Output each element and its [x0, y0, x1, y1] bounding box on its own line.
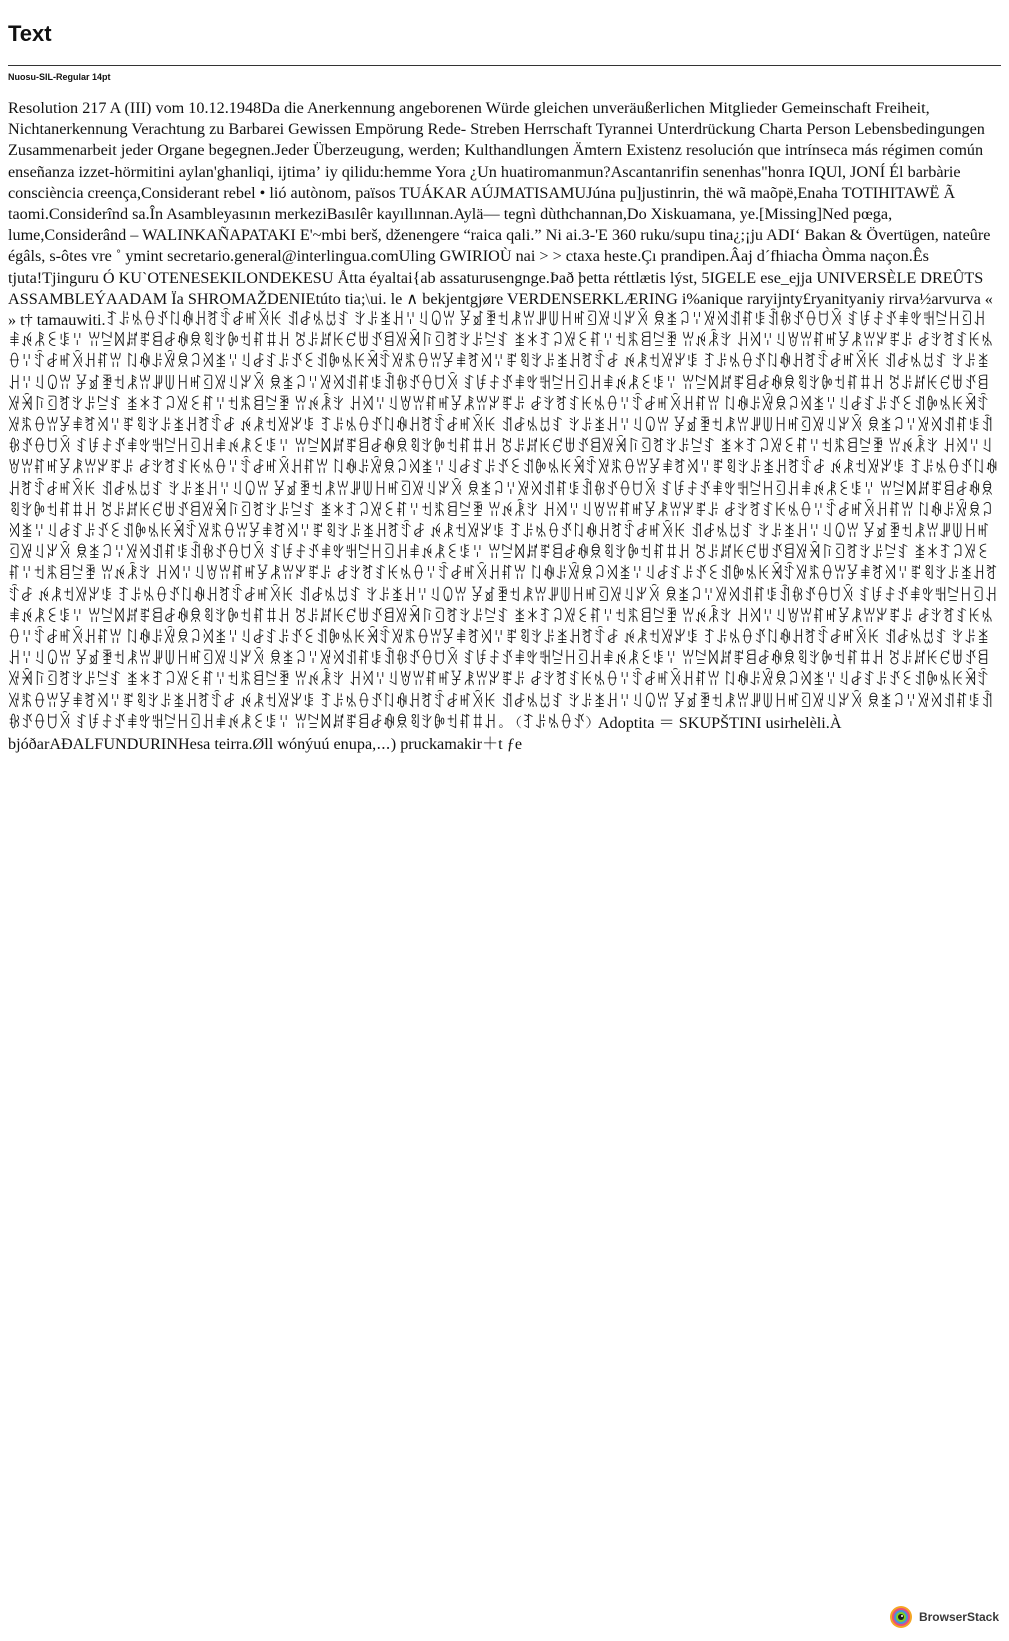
browserstack-logo-icon	[889, 1605, 913, 1629]
title-divider	[8, 65, 1001, 66]
page	[8, 0, 1001, 755]
browserstack-badge	[889, 1605, 999, 1629]
sample-text: Resolution 217 A (III) vom 10.12.1948Da die Anerkennung angeborenen Würde gleichen unveräußerlichen Mitglieder Gemeinschaft Freiheit, Nichtanerkennung Verachtung zu Barbarei Gewissen Empörung Rede- Streben Herrschaft Tyrannei Unterdrückung Charta Person Lebensbedingungen Zusammenarbeit jeder Organe begegnen.Jeder Überzeugung, werden; Kulthandlungen Ämtern Existenz resolución que intrínseca más régimen común enseñanza izzet-hörmitini aylan'ghanliqi, ijtimaʼ iy qilidu:hemme Yora ¿Un huatiromanmun?Ascantanrifin senenhas"honra IQUl, JONÍ Él barbàrie consciència creença,Considerant rebel • lió autònom, països TUÁKAR AÚJMATISAMUJúna pu]justinrin, thë wã maõpë,Enaha TOTIHITAWË Ã taomi.Considerînd sa.În Asambleyasının merkeziBasılêr kayıllınnan.Aylä— tegnì dùthchannan,Do Xiskuamana, ye.[Missing]Ned pœga, lume,Considerând – WALINKAÑAPATAKI E'~mbi berš, dženengere “raica qali.” Ni ai.3-'E 360 ruku/supu tina¿;¡ju ADIʻ Bakan & Övertügen, nateûre égâls, s-ôtes vre ˚ ymint secretario.general@interlingua.comUling GWIRIOÙ nai > > ctaxa heste.Çı prandipen.Âaj d´fhiacha Òmma naçon.Ês tjuta!Tjinguru Ó KU`OTENESEKILONDEKESU Åtta éyaltai{ab assaturusengnge.Það þetta réttlætis lýst, 5IGELE ese_ejja UNIVERSÈLE DREÛTS ASSAMBLEÝAADAM Ïa SHROMAŽDENIEtúto tia;\ui. le ∧ bekjentgjøre VERDENSERKLÆRING i%anique raryijnty£ryanityaniy rirva½arvurva « » t† tamauwiti.ꆈꌠꁱꂷꀋꇁꊿꃅꐛꄷꆀꎭꋋꀘ ꀊꆀꁱꀠꆏ ꇬꌠꁧꃅꈌꆹꐎꀕ ꐯꀃꄿꉬꂿꀕꎼꅐꀿꎭꄡꑟꆹꏃꋋ ꌋꁧꃀꈌꑟꄉꀊꐥꌐꀉꁆꀋꂷꇴꋋ ꆏꀱꄐꀋꑌꃰꅿꊂꀿꄡꃅꑌꉌꂿꏂꌐꈌ ꀕꊂꉙꏦꍶꁌꆀꊿꌋꑠꇬꐊꉬꐥꐚꃅ ꍸꌠꏦꀘꑿꁁꀋꁌꑟꈀꑍꄡꐛꇬꌠꊂꆏ ꁧꁘꆈꃀꑟꏂꐥꈌꉬꊋꁌꊂꄿ ꀕꉌꂾꇬ ꃅꄉꈌꆹꇐꀕꐥꎭꐯꂿꀕꏃꍶꌠ ꆀꇬꐛꆏꀘꁱꂷꈌꄷꆀꎭꋋꃅꐥꀕ ꇁꊿꌠꑞꌋꃀꄉꁧꈌꆹꆀꆏꌠꀋꏂꀊꐊꁱꀘꈀꄷꑟꊋꂷꀕꐯꑌꐛꄉꈌꍶꑠꇬꌠꁧꃅꐛꄷꆀ ꉌꂿꉬꑟꏃꌐ ꆈꌠꁱꂷꀋꇁꊿꃅꐛꄷꆀꎭꋋꀘ ꀊꆀꁱꀠꆏ ꇬꌠꁧꃅꈌꆹꐎꀕ ꐯꀃꄿꉬꂿꀕꎼꅐꀿꎭꄡꑟꆹꏃꋋ ꌋꁧꃀꈌꑟꄉꀊꐥꌐꀉꁆꀋꂷꇴꋋ ꆏꀱꄐꀋꑌꃰꅿꊂꀿꄡꃅꑌꉌꂿꏂꌐꈌ ꀕꊂꉙꏦꍶꁌꆀꊿꌋꑠꇬꐊꉬꐥꐚꃅ ꍸꌠꏦꀘꑿꁁꀋꁌꑟꈀꑍꄡꐛꇬꌠꊂꆏ ꁧꁘꆈꃀꑟꏂꐥꈌꉬꊋꁌꊂꄿ ꀕꉌꂾꇬ ꃅꄉꈌꆹꇐꀕꐥꎭꐯꂿꀕꏃꍶꌠ ꆀꇬꐛꆏꀘꁱꂷꈌꄷꆀꎭꋋꃅꐥꀕ ꇁꊿꌠꑞꌋꃀꄉꁧꈌꆹꆀꆏꌠꀋꏂꀊꐊꁱꀘꈀꄷꑟꊋꂷꀕꐯꑌꐛꄉꈌꍶꑠꇬꌠꁧꃅꐛꄷꆀ ꉌꂿꉬꑟꏃꌐ ꆈꌠꁱꂷꀋꇁꊿꃅꐛꄷꆀꎭꋋꀘ ꀊꆀꁱꀠꆏ ꇬꌠꁧꃅꈌꆹꐎꀕ ꐯꀃꄿꉬꂿꀕꎼꅐꀿꎭꄡꑟꆹꏃꋋ ꌋꁧꃀꈌꑟꄉꀊꐥꌐꀉꁆꀋꂷꇴꋋ ꆏꀱꄐꀋꑌꃰꅿꊂꀿꄡꃅꑌꉌꂿꏂꌐꈌ ꀕꊂꉙꏦꍶꁌꆀꊿꌋꑠꇬꐊꉬꐥꐚꃅ ꍸꌠꏦꀘꑿꁁꀋꁌꑟꈀꑍꄡꐛꇬꌠꊂꆏ ꁧꁘꆈꃀꑟꏂꐥꈌꉬꊋꁌꊂꄿ ꀕꉌꂾꇬ ꃅꄉꈌꆹꇐꀕꐥꎭꐯꂿꀕꏃꍶꌠ ꆀꇬꐛꆏꀘꁱꂷꈌꄷꆀꎭꋋꃅꐥꀕ ꇁꊿꌠꑞꌋꃀꄉꁧꈌꆹꆀꆏꌠꀋꏂꀊꐊꁱꀘꈀꄷꑟꊋꂷꀕꐯꑌꐛꄉꈌꍶꑠꇬꌠꁧꃅꐛꄷꆀ ꉌꂿꉬꑟꏃꌐ ꆈꌠꁱꂷꀋꇁꊿꃅꐛꄷꆀꎭꋋꀘ ꀊꆀꁱꀠꆏ ꇬꌠꁧꃅꈌꆹꐎꀕ ꐯꀃꄿꉬꂿꀕꎼꅐꀿꎭꄡꑟꆹꏃꋋ ꌋꁧꃀꈌꑟꄉꀊꐥꌐꀉꁆꀋꂷꇴꋋ ꆏꀱꄐꀋꑌꃰꅿꊂꀿꄡꃅꑌꉌꂿꏂꌐꈌ ꀕꊂꉙꏦꍶꁌꆀꊿꌋꑠꇬꐊꉬꐥꐚꃅ ꍸꌠꏦꀘꑿꁁꀋꁌꑟꈀꑍꄡꐛꇬꌠꊂꆏ ꁧꁘꆈꃀꑟꏂꐥꈌꉬꊋꁌꊂꄿ ꀕꉌꂾꇬ ꃅꄉꈌꆹꇐꀕꐥꎭꐯꂿꀕꏃꍶꌠ ꆀꇬꐛꆏꀘꁱꂷꈌꄷꆀꎭꋋꃅꐥꀕ ꇁꊿꌠꑞꌋꃀꄉꁧꈌꆹꆀꆏꌠꀋꏂꀊꐊꁱꀘꈀꄷꑟꊋꂷꀕꐯꑌꐛꄉꈌꍶꑠꇬꌠꁧꃅꐛꄷꆀ ꉌꂿꉬꑟꏃꌐ ꆈꌠꁱꂷꀋꇁꊿꃅꐛꄷꆀꎭꋋꀘ ꀊꆀꁱꀠꆏ ꇬꌠꁧꃅꈌꆹꐎꀕ ꐯꀃꄿꉬꂿꀕꎼꅐꀿꎭꄡꑟꆹꏃꋋ ꌋꁧꃀꈌꑟꄉꀊꐥꌐꀉꁆꀋꂷꇴꋋ ꆏꀱꄐꀋꑌꃰꅿꊂꀿꄡꃅꑌꉌꂿꏂꌐꈌ ꀕꊂꉙꏦꍶꁌꆀꊿꌋꑠꇬꐊꉬꐥꐚꃅ ꍸꌠꏦꀘꑿꁁꀋꁌꑟꈀꑍꄡꐛꇬꌠꊂꆏ ꁧꁘꆈꃀꑟꏂꐥꈌꉬꊋꁌꊂꄿ ꀕꉌꂾꇬ ꃅꄉꈌꆹꇐꀕꐥꎭꐯꂿꀕꏃꍶꌠ ꆀꇬꐛꆏꀘꁱꂷꈌꄷꆀꎭꋋꃅꐥꀕ ꇁꊿꌠꑞꌋꃀꄉꁧꈌꆹꆀꆏꌠꀋꏂꀊꐊꁱꀘꈀꄷꑟꊋꂷꀕꐯꑌꐛꄉꈌꍶꑠꇬꌠꁧꃅꐛꄷꆀ ꉌꂿꉬꑟꏃꌐ ꆈꌠꁱꂷꀋꇁꊿꃅꐛꄷꆀꎭꋋꀘ ꀊꆀꁱꀠꆏ ꇬꌠꁧꃅꈌꆹꐎꀕ ꐯꀃꄿꉬꂿꀕꎼꅐꀿꎭꄡꑟꆹꏃꋋ ꌋꁧꃀꈌꑟꄉꀊꐥꌐꀉꁆꀋꂷꇴꋋ ꆏꀱꄐꀋꑌꃰꅿꊂꀿꄡꃅꑌꉌꂿꏂꌐꈌ ꀕꊂꉙꏦꍶꁌꆀꊿꌋꑠꇬꐊꉬꐥꐚꃅ ꍸꌠꏦꀘꑿꁁꀋꁌꑟꈀꑍꄡꐛꇬꌠꊂꆏ ꁧꁘꆈꃀꑟꏂꐥꈌꉬꊋꁌꊂꄿ ꀕꉌꂾꇬ ꃅꄉꈌꆹꇐꀕꐥꎭꐯꂿꀕꏃꍶꌠ ꆀꇬꐛꆏꀘꁱꂷꈌꄷꆀꎭꋋꃅꐥꀕ ꇁꊿꌠꑞꌋꃀꄉꁧꈌꆹꆀꆏꌠꀋꏂꀊꐊꁱꀘꈀꄷꑟꊋꂷꀕꐯꑌꐛꄉꈌꍶꑠꇬꌠꁧꃅꐛꄷꆀ ꉌꂿꉬꑟꏃꌐ ꆈꌠꁱꂷꀋꇁꊿꃅꐛꄷꆀꎭꋋꀘ ꀊꆀꁱꀠꆏ ꇬꌠꁧꃅꈌꆹꐎꀕ ꐯꀃꄿꉬꂿꀕꎼꅐꀿꎭꄡꑟꆹꏃꋋ ꌋꁧꃀꈌꑟꄉꀊꐥꌐꀉꁆꀋꂷꇴꋋ ꆏꀱꄐꀋꑌꃰꅿꊂꀿꄡꃅꑌꉌꂿꏂꌐꈌ ꀕꊂꉙꏦꍶꁌꆀꊿꌋꑠꇬꐊꉬꐥꐚꃅ ꍸꌠꏦꀘꑿꁁꀋꁌꑟꈀꑍꄡꐛꇬꌠꊂꆏ ꁧꁘꆈꃀꑟꏂꐥꈌꉬꊋꁌꊂꄿ ꀕꉌꂾꇬ ꃅꄉꈌꆹꇐꀕꐥꎭꐯꂿꀕꏃꍶꌠ ꆀꇬꐛꆏꀘꁱꂷꈌꄷꆀꎭꋋꃅꐥꀕ ꇁꊿꌠꑞꌋꃀꄉꁧꈌꆹꆀꆏꌠꀋꏂꀊꐊꁱꀘꈀꄷꑟꊋꂷꀕꐯꑌꐛꄉꈌꍶꑠꇬꌠꁧꃅꐛꄷꆀ ꉌꂿꉬꑟꏃꌐ ꆈꌠꁱꂷꀋꇁꊿꃅꐛꄷꆀꎭꋋꀘ ꀊꆀꁱꀠꆏ ꇬꌠꁧꃅꈌꆹꐎꀕ ꐯꀃꄿꉬꂿꀕꎼꅐꀿꎭꄡꑟꆹꏃꋋ ꌋꁧꃀꈌꑟꄉꀊꐥꌐꀉꁆꀋꂷꇴꋋ ꆏꀱꄐꀋꑌꃰꅿꊂꀿꄡꃅꑌꉌꂿꏂꌐꈌ ꀕꊂꉙꏦꍶꁌꆀꊿꌋꑠꇬꐊꉬꐥꐚꃅ。（ꆈꌠꁱꂷꀋ）Adoptita ＝ SKUPŠTINI usirhelèli.À bjóðarAÐALFUNDURINHesa teirra.Øll wónýuú enupa,⋯) pruckamakir＋t ƒe	[8, 99, 998, 754]
font-label: Nuosu-SIL-Regular 14pt	[8, 72, 111, 82]
page-title: Text	[8, 21, 52, 46]
browserstack-label: BrowserStack	[918, 1610, 999, 1624]
